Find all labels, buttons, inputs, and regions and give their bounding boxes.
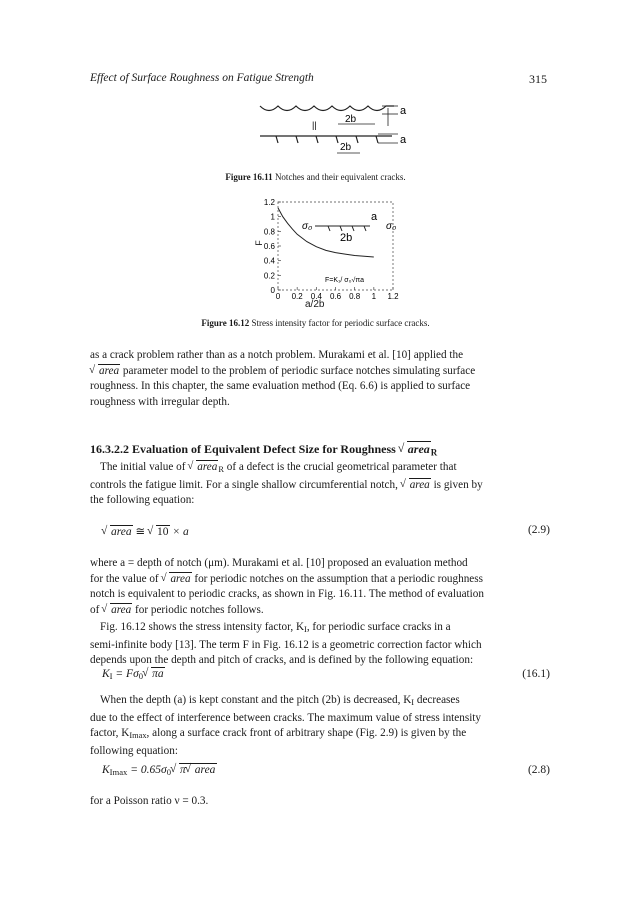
body-paragraph-1: [90, 348, 550, 410]
body-paragraph-2: [90, 460, 550, 509]
f-curve-line: [278, 208, 374, 257]
figure-16-12-caption-text: Stress intensity factor for periodic surface cracks.: [251, 318, 430, 328]
body-paragraph-4: [90, 620, 550, 669]
figure-16-12-caption-label: Figure 16.12: [201, 318, 250, 328]
text-line: factor, $K_{Imax}$, along a surface crack front of arbitrary shape (Fig. 2.9) is given by the: [90, 727, 467, 741]
chart-sigma0-left: σ₀: [302, 221, 313, 232]
running-header-title: Effect of Surface Roughness on Fatigue Strength: [90, 72, 314, 84]
text-line: the following equation:: [90, 494, 195, 507]
figure-16-11-diagram: [240, 98, 420, 170]
fig1611-label-2b-top: 2b: [345, 114, 357, 125]
text-line: roughness with irregular depth.: [90, 395, 230, 408]
text-line: depends upon the depth and pitch of cracks, and is defined by the following equation:: [90, 654, 474, 667]
body-paragraph-5: [90, 693, 550, 760]
equation-16-1-number: (16.1): [522, 668, 550, 680]
section-number: 16.3.2.2: [90, 442, 129, 456]
x-tick-label: 0.8: [349, 292, 361, 301]
text-line: Fig. 16.12 shows the stress intensity factor, $K_I$, for periodic surface cracks in a: [100, 621, 451, 635]
chart-inset-label-a: a: [371, 211, 378, 223]
x-tick-label: 0: [275, 292, 281, 301]
equation-2-8: $K_{Imax} = 0.65\sigma_0√$ π√ area: [102, 764, 217, 777]
equation-2-9-number: (2.9): [527, 524, 550, 536]
text-line: for the value of √ area for periodic notches on the assumption that a periodic roughness: [90, 572, 550, 588]
chart-x-axis-label: a/2b: [305, 299, 325, 310]
text-line: The initial value of √ area$_R$ of a defect is the crucial geometrical parameter that: [90, 460, 550, 478]
text-line: for a Poisson ratio ν = 0.3.: [90, 795, 209, 807]
equation-2-8-number: (2.8): [527, 764, 550, 776]
text-line: controls the fatigue limit. For a single shallow circumferential notch, √ area is given by: [90, 478, 550, 494]
section-root: area: [407, 442, 430, 456]
text-line: semi-infinite body [13]. The term F in Fig. 16.12 is a geometric correction factor which: [90, 638, 482, 651]
fig1611-equivalence-mark: ||: [312, 120, 317, 130]
x-tick-label: 1.2: [387, 292, 399, 301]
text-line: roughness. In this chapter, the same evaluation method (Eq. 6.6) is applied to surface: [90, 380, 471, 393]
y-tick-label: 0.8: [263, 227, 275, 237]
equation-16-1: $K_I = F\sigma_0√$ πa: [102, 668, 165, 681]
fig1611-label-a-bottom: a: [400, 134, 407, 146]
y-tick-label: 0.2: [263, 271, 275, 281]
chart-y-axis-label: F: [253, 240, 264, 246]
y-tick-label: 0.6: [263, 242, 275, 251]
section-title: Evaluation of Equivalent Defect Size for Roughness: [132, 442, 396, 456]
figure-16-12-caption: [0, 318, 631, 328]
chart-inset: [302, 211, 396, 284]
fig1611-label-a-top: a: [400, 105, 407, 117]
chart-inset-label-2b: 2b: [340, 232, 353, 244]
equation-2-9: √ area ≅ √ 10 × a: [102, 524, 189, 538]
fig1611-label-2b-bottom: 2b: [340, 142, 352, 153]
section-heading: 16.3.2.2 Evaluation of Equivalent Defect Size for Roughness √ area$_R$: [90, 442, 437, 457]
figure-16-11-caption-text: Notches and their equivalent cracks.: [274, 172, 406, 182]
notch-profile: [260, 106, 394, 111]
text-line: where a = depth of notch (μm). Murakami et al. [10] proposed an evaluation method: [90, 557, 468, 569]
text-line: as a crack problem rather than as a notch problem. Murakami et al. [10] applied the: [90, 349, 464, 361]
page-number: 315: [529, 72, 547, 86]
text-line: of √ area for periodic notches follows.: [90, 603, 550, 619]
chart-sigma0-right: σ₀: [386, 221, 397, 232]
x-tick-label: 0.6: [329, 292, 342, 301]
y-tick-label: 0: [270, 286, 275, 295]
chart-formula: F=K₁/ σ₀√πa: [325, 277, 365, 284]
x-tick-label: 0.4: [310, 292, 322, 301]
y-tick-label: 1.2: [263, 198, 275, 207]
figure-16-11-caption-label: Figure 16.11: [225, 172, 273, 182]
text-line: following equation:: [90, 744, 178, 757]
text-line: √ area parameter model to the problem of periodic surface notches simulating surface: [90, 364, 550, 380]
x-tick-label: 0.2: [291, 292, 303, 301]
figure-16-12-chart: [240, 190, 410, 315]
body-paragraph-6: [90, 794, 550, 810]
x-tick-label: 1: [371, 292, 377, 301]
y-tick-label: 1: [270, 212, 275, 222]
figure-16-11-caption: [0, 172, 631, 182]
text-line: When the depth (a) is kept constant and the pitch (2b) is decreased, $K_I$ decreases: [100, 694, 460, 708]
text-line: due to the effect of interference between cracks. The maximum value of stress intensity: [90, 711, 481, 724]
y-tick-label: 0.4: [263, 256, 275, 266]
text-line: notch is equivalent to periodic cracks, as shown in Fig. 16.11. The method of evaluation: [90, 588, 484, 601]
body-paragraph-3: [90, 556, 550, 618]
